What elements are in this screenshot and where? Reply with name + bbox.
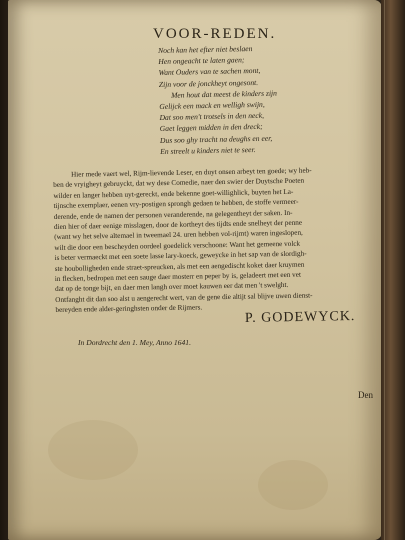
body-line: wilder en langer hebben uyt-gereckt, ende bekenne goet-willighlick, buyten het La- (53, 187, 294, 200)
body-line: dien hier of daer eenige misslagen, door de kortheyt des tijdts ende snelheyt der penne (53, 218, 303, 232)
poem-line: Dat soo men't trotsels in den neck, (159, 111, 265, 123)
body-line: Ontfanght dit dan soo alst u aengerecht wert, van de gene die altijt sal blijve uwen dienst- (55, 291, 313, 304)
body-line: wilt die door een bescheyden oordeel goedelick verschoone: Want het gemeene volck (54, 239, 301, 252)
body-line: tijnsche exemplaer, eenen vry-postigen sprongh gedaen te hebben, de stoffe vermeer- (53, 197, 299, 211)
body-line: (want wy het selve altemael in tweemael 24. uren hebben vol-rijmt) waren ingeslopen, (54, 229, 303, 242)
author-signature: P. GODEWYCK. (244, 309, 356, 326)
paper-stain (48, 420, 138, 480)
book-fore-edge (381, 0, 405, 540)
page-edge (384, 0, 403, 540)
poem-line: Zijn voor de jonckheyt ongesont. (158, 77, 259, 89)
poem-line: En streelt u kinders niet te seer. (160, 144, 256, 156)
body-paragraph (53, 164, 377, 315)
poem-line: Dus soo ghy tracht na deughs en eer, (159, 133, 273, 145)
paper-stain (258, 460, 328, 510)
poem-line: Hen ongeacht te laten gaen; (158, 55, 245, 67)
poem-stanza (158, 43, 278, 157)
body-line: bereyden ende alder-geringhsten onder de Rijmers. (55, 303, 203, 315)
poem-line: Want Ouders van te sachen mont, (158, 66, 261, 78)
body-line: derende, ende de namen der personen veranderende, na gelegentheyt der saken. In- (53, 208, 293, 221)
body-line: dat op de tonge bijt, en daer men langh over moet kauwen eer dat men 't swelght. (55, 281, 289, 294)
catchword: Den (358, 390, 373, 400)
body-line: Hier mede vaert wel, Rijm-lievende Leser, en duyt onsen arbeyt ten goede; wy heb- (71, 166, 312, 179)
poem-line: Gelijck een mack en welligh swijn, (159, 99, 265, 112)
dateline: In Dordrecht den 1. Mey, Anno 1641. (78, 338, 191, 347)
body-line: is beter vermaeckt met een soete lasse lary-koeck, geweycke in het sap van de slordigh- (54, 249, 307, 263)
body-line: ste houbolligheden ende straet-spreucken, als met een aengedischt koket daer kruymen (54, 260, 305, 273)
body-line: in flecken, bedropen met een sauge daer mosterr en peper by is, geladeert met een vet (54, 270, 302, 284)
poem-line: Noch kan het efter niet beslaen (158, 44, 253, 55)
page-heading: VOOR-REDEN. (153, 26, 277, 42)
poem-line: Gaet leggen midden in den dreck; (159, 122, 263, 134)
body-line: ben de vryigheyt gebruyckt, dat wy dese Comedie, naer den swier der Duytsche Poeten (53, 177, 305, 190)
book-page (8, 0, 382, 540)
poem-line: Men hout dat meest de kinders zijn (170, 88, 277, 100)
